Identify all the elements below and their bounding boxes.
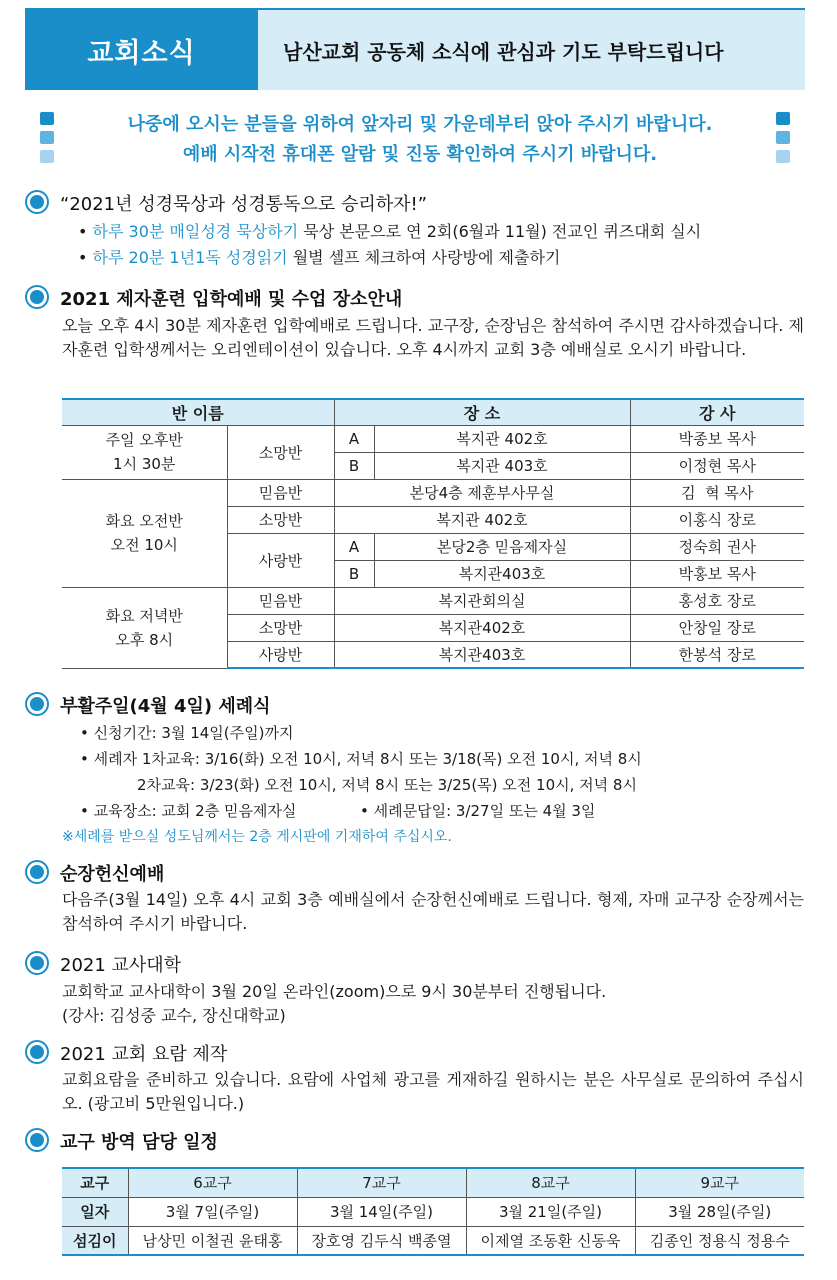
- teacher: 정숙희 권사: [630, 533, 804, 560]
- district-servers: 장호영 김두식 백종열: [297, 1226, 466, 1255]
- table-row: [62, 479, 804, 506]
- teacher: 이홍식 장로: [630, 506, 804, 533]
- teacher-college-line-1: 교회학교 교사대학이 3월 20일 온라인(zoom)으로 9시 30분부터 진행됩니다.: [62, 982, 607, 1001]
- class-name: 소망반: [227, 506, 334, 533]
- bible-item-2-highlight: 하루 20분 1년1독 성경읽기: [92, 248, 288, 267]
- district-date: 3월 21일(주일): [466, 1197, 635, 1226]
- teacher: 이정현 목사: [630, 452, 804, 479]
- baptism-education-2: 2차교육: 3/23(화) 오전 10시, 저녁 8시 또는 3/25(목) 오전 10시, 저녁 8시: [137, 776, 637, 794]
- place: 본당4층 제훈부사무실: [334, 479, 630, 506]
- teacher: 박종보 목사: [630, 425, 804, 452]
- teacher: 홍성호 장로: [630, 587, 804, 614]
- district-date: 3월 14일(주일): [297, 1197, 466, 1226]
- section-title-teacher-college: 2021 교사대학: [60, 955, 182, 976]
- baptism-education-1: • 세례자 1차교육: 3/16(화) 오전 10시, 저녁 8시 또는 3/18(목) 오전 10시, 저녁 8시: [80, 750, 642, 768]
- section-title-church-directory: 2021 교회 요람 제작: [60, 1044, 228, 1065]
- baptism-period: • 신청기간: 3월 14일(주일)까지: [80, 724, 294, 742]
- place: 복지관403호: [374, 560, 630, 587]
- teacher: 안창일 장로: [630, 614, 804, 641]
- bible-item-1-highlight: 하루 30분 매일성경 묵상하기: [92, 222, 299, 241]
- district-servers: 김종인 정용식 정용수: [635, 1226, 804, 1255]
- church-directory-text: 교회요람을 준비하고 있습니다. 요람에 사업체 광고를 게재하길 원하시는 분은 사무실로 문의하여 주십시오. (광고비 5만원입니다.): [62, 1070, 804, 1113]
- district-date: 3월 7일(주일): [128, 1197, 297, 1226]
- section-bullet-icon: [27, 862, 47, 882]
- table-row: [62, 425, 804, 452]
- bible-item-2-text: 월별 셀프 체크하여 사랑방에 제출하기: [287, 248, 561, 267]
- notice-line-1: 나중에 오시는 분들을 위하여 앞자리 및 가운데부터 앉아 주시기 바랍니다.: [127, 114, 713, 135]
- section-bullet-icon: [27, 1130, 47, 1150]
- discipleship-text: 오늘 오후 4시 30분 제자훈련 입학예배로 드립니다. 교구장, 순장님은 참석하여 주시면 감사하겠습니다. 제자훈련 입학생께서는 오리엔테이션이 있습니다. 오후 4시까지 교회 3층 예배실로 오시기 바랍니다.: [62, 316, 804, 359]
- header-place: 장 소: [334, 399, 630, 425]
- section-title-quarantine: 교구 방역 담당 일정: [60, 1132, 218, 1153]
- district-name: 6교구: [128, 1168, 297, 1197]
- place: 복지관 402호: [374, 425, 630, 452]
- square-bullet-icon: [40, 112, 54, 125]
- sub-class: A: [334, 425, 374, 452]
- row-label: 일자: [62, 1197, 128, 1226]
- header-tab-title: 교회소식: [25, 10, 258, 90]
- section-bullet-icon: [27, 953, 47, 973]
- square-bullet-icon: [776, 150, 790, 163]
- table-row: [62, 1168, 804, 1197]
- section-bullet-icon: [27, 694, 47, 714]
- section-title-discipleship: 2021 제자훈련 입학예배 및 수업 장소안내: [60, 289, 403, 310]
- square-bullet-icon: [776, 112, 790, 125]
- sub-class: A: [334, 533, 374, 560]
- square-bullet-icon: [776, 131, 790, 144]
- class-name: 소망반: [227, 425, 334, 479]
- square-bullet-icon: [40, 150, 54, 163]
- place: 복지관 402호: [334, 506, 630, 533]
- teacher: 한봉석 장로: [630, 641, 804, 668]
- header-class-name: 반 이름: [62, 399, 334, 425]
- class-name: 믿음반: [227, 587, 334, 614]
- notice-line-2: 예배 시작전 휴대폰 알람 및 진동 확인하여 주시기 바랍니다.: [182, 144, 658, 165]
- group-sunday: 주일 오후반 1시 30분: [62, 425, 227, 479]
- district-name: 9교구: [635, 1168, 804, 1197]
- class-name: 사랑반: [227, 641, 334, 668]
- leader-service-text: 다음주(3월 14일) 오후 4시 교회 3층 예배실에서 순장헌신예배로 드립니다. 형제, 자매 교구장 순장께서는 참석하여 주시기 바랍니다.: [62, 890, 804, 933]
- teacher: 김 혁 목사: [630, 479, 804, 506]
- square-bullet-icon: [40, 131, 54, 144]
- header-teacher: 강 사: [630, 399, 804, 425]
- table-row: [62, 1226, 804, 1255]
- district-servers: 남상민 이철권 윤태홍: [128, 1226, 297, 1255]
- group-tuesday-morning: 화요 오전반 오전 10시: [62, 479, 227, 587]
- class-name: 믿음반: [227, 479, 334, 506]
- teacher-college-line-2: (강사: 김성중 교수, 장신대학교): [62, 1006, 286, 1025]
- table-row: [62, 1197, 804, 1226]
- quarantine-schedule-table: [62, 1167, 804, 1256]
- row-label: 교구: [62, 1168, 128, 1197]
- class-name: 사랑반: [227, 533, 334, 587]
- section-bullet-icon: [27, 287, 47, 307]
- table-row: [62, 587, 804, 614]
- place: 복지관402호: [334, 614, 630, 641]
- section-bullet-icon: [27, 1042, 47, 1062]
- teacher: 박홍보 목사: [630, 560, 804, 587]
- district-name: 7교구: [297, 1168, 466, 1197]
- place: 복지관 403호: [374, 452, 630, 479]
- section-title-leader-service: 순장헌신예배: [60, 864, 165, 885]
- class-schedule-table: [62, 398, 804, 669]
- notice-box: [40, 112, 800, 172]
- header-banner: [25, 10, 805, 90]
- group-tuesday-evening: 화요 저녁반 오후 8시: [62, 587, 227, 668]
- header-subtitle: 남산교회 공동체 소식에 관심과 기도 부탁드립니다: [283, 39, 724, 64]
- sub-class: B: [334, 560, 374, 587]
- place: 복지관회의실: [334, 587, 630, 614]
- district-servers: 이제열 조동환 신동욱: [466, 1226, 635, 1255]
- place: 본당2층 믿음제자실: [374, 533, 630, 560]
- section-bullet-icon: [27, 192, 47, 212]
- bible-item-2: • 하루 20분 1년1독 성경읽기 월별 셀프 체크하여 사랑방에 제출하기: [78, 248, 561, 267]
- row-label: 섬김이: [62, 1226, 128, 1255]
- district-name: 8교구: [466, 1168, 635, 1197]
- baptism-note: ※세례를 받으실 성도님께서는 2층 게시판에 기재하여 주십시오.: [62, 829, 452, 845]
- bible-item-1: • 하루 30분 매일성경 묵상하기 묵상 본문으로 연 2회(6월과 11월) 전교인 퀴즈대회 실시: [78, 222, 702, 241]
- class-name: 소망반: [227, 614, 334, 641]
- baptism-place: • 교육장소: 교회 2층 믿음제자실: [80, 802, 297, 820]
- district-date: 3월 28일(주일): [635, 1197, 804, 1226]
- section-title-baptism: 부활주일(4월 4일) 세례식: [60, 696, 271, 717]
- sub-class: B: [334, 452, 374, 479]
- table-header-row: [62, 399, 804, 425]
- baptism-exam-date: • 세례문답일: 3/27일 또는 4월 3일: [360, 802, 596, 820]
- section-title-bible: “2021년 성경묵상과 성경통독으로 승리하자!”: [60, 194, 428, 215]
- bible-item-1-text: 묵상 본문으로 연 2회(6월과 11월) 전교인 퀴즈대회 실시: [298, 222, 702, 241]
- place: 복지관403호: [334, 641, 630, 668]
